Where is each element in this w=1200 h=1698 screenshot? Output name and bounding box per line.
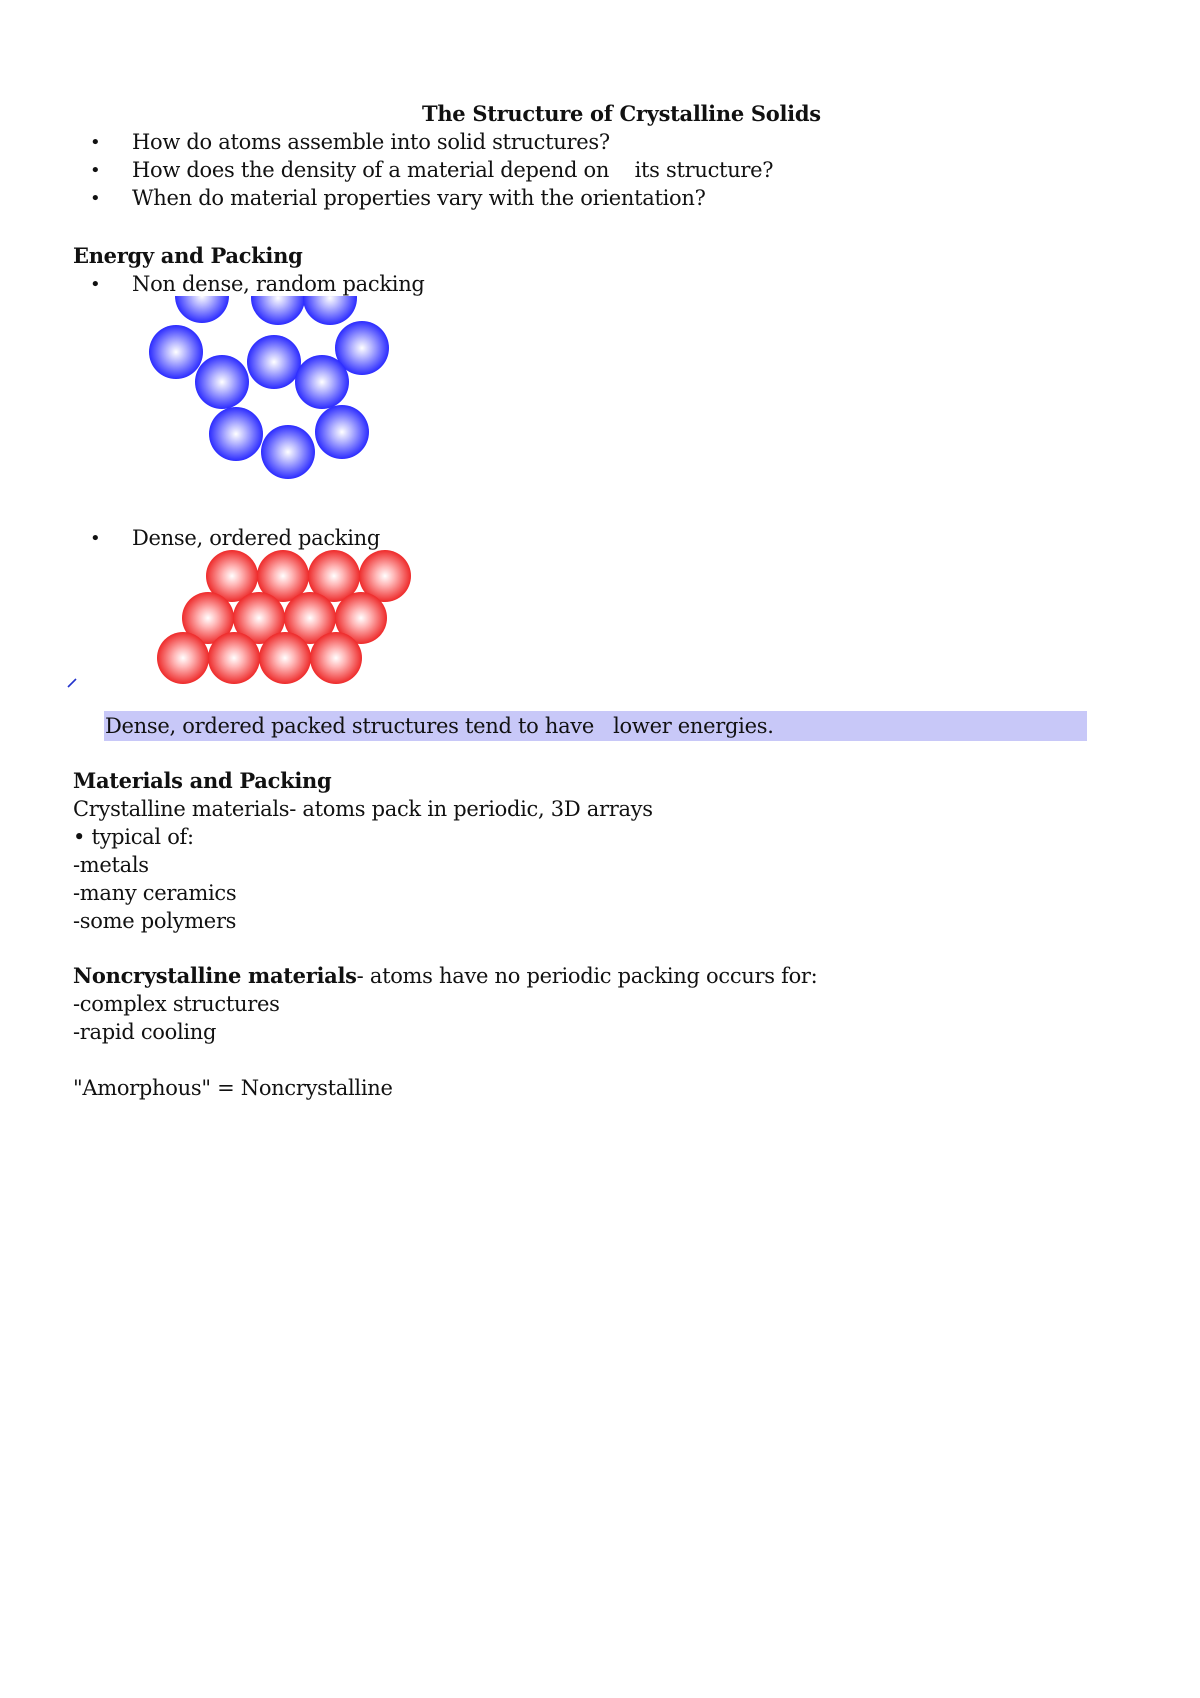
noncrystalline-heading: Noncrystalline materials: [73, 963, 357, 988]
atom-blue: [261, 425, 315, 479]
atom-red: [157, 632, 209, 684]
list-item: -complex structures: [73, 992, 280, 1016]
ordered-packing-label: Dense, ordered packing: [132, 526, 381, 550]
list-item: -some polymers: [73, 909, 237, 933]
section-heading-materials: Materials and Packing: [73, 768, 332, 793]
atom-red: [208, 632, 260, 684]
noncrystalline-definition: - atoms have no periodic packing occurs for:: [356, 964, 818, 988]
highlight-note: Dense, ordered packed structures tend to have lower energies.: [105, 714, 774, 738]
crystalline-definition: Crystalline materials- atoms pack in periodic, 3D arrays: [73, 797, 653, 821]
intro-bullet-1: How do atoms assemble into solid structures?: [132, 130, 610, 154]
atom-blue: [295, 355, 349, 409]
amorphous-definition: "Amorphous" = Noncrystalline: [73, 1076, 393, 1100]
typical-of-label: • typical of:: [73, 825, 194, 849]
document-title: The Structure of Crystalline Solids: [422, 101, 821, 126]
bullet-symbol: •: [90, 132, 101, 153]
atom-blue: [195, 355, 249, 409]
ordered-packing-figure: [150, 548, 420, 688]
atom-red: [259, 632, 311, 684]
atom-red: [310, 632, 362, 684]
bullet-symbol: •: [90, 528, 101, 549]
atom-blue: [149, 325, 203, 379]
atom-blue: [315, 405, 369, 459]
bullet-symbol: •: [90, 274, 101, 295]
list-item: -many ceramics: [73, 881, 237, 905]
anchor-mark-icon: [66, 676, 80, 690]
atom-blue: [247, 335, 301, 389]
intro-bullet-3: When do material properties vary with the orientation?: [132, 186, 706, 210]
intro-bullet-2: How does the density of a material depend on its structure?: [132, 158, 774, 182]
random-packing-label: Non dense, random packing: [132, 272, 425, 296]
atom-blue: [209, 407, 263, 461]
bullet-symbol: •: [90, 188, 101, 209]
bullet-symbol: •: [90, 160, 101, 181]
list-item: -rapid cooling: [73, 1020, 217, 1044]
section-heading-energy: Energy and Packing: [73, 243, 303, 268]
list-item: -metals: [73, 853, 149, 877]
noncrystalline-line: [73, 962, 817, 990]
random-packing-figure: [140, 296, 400, 486]
